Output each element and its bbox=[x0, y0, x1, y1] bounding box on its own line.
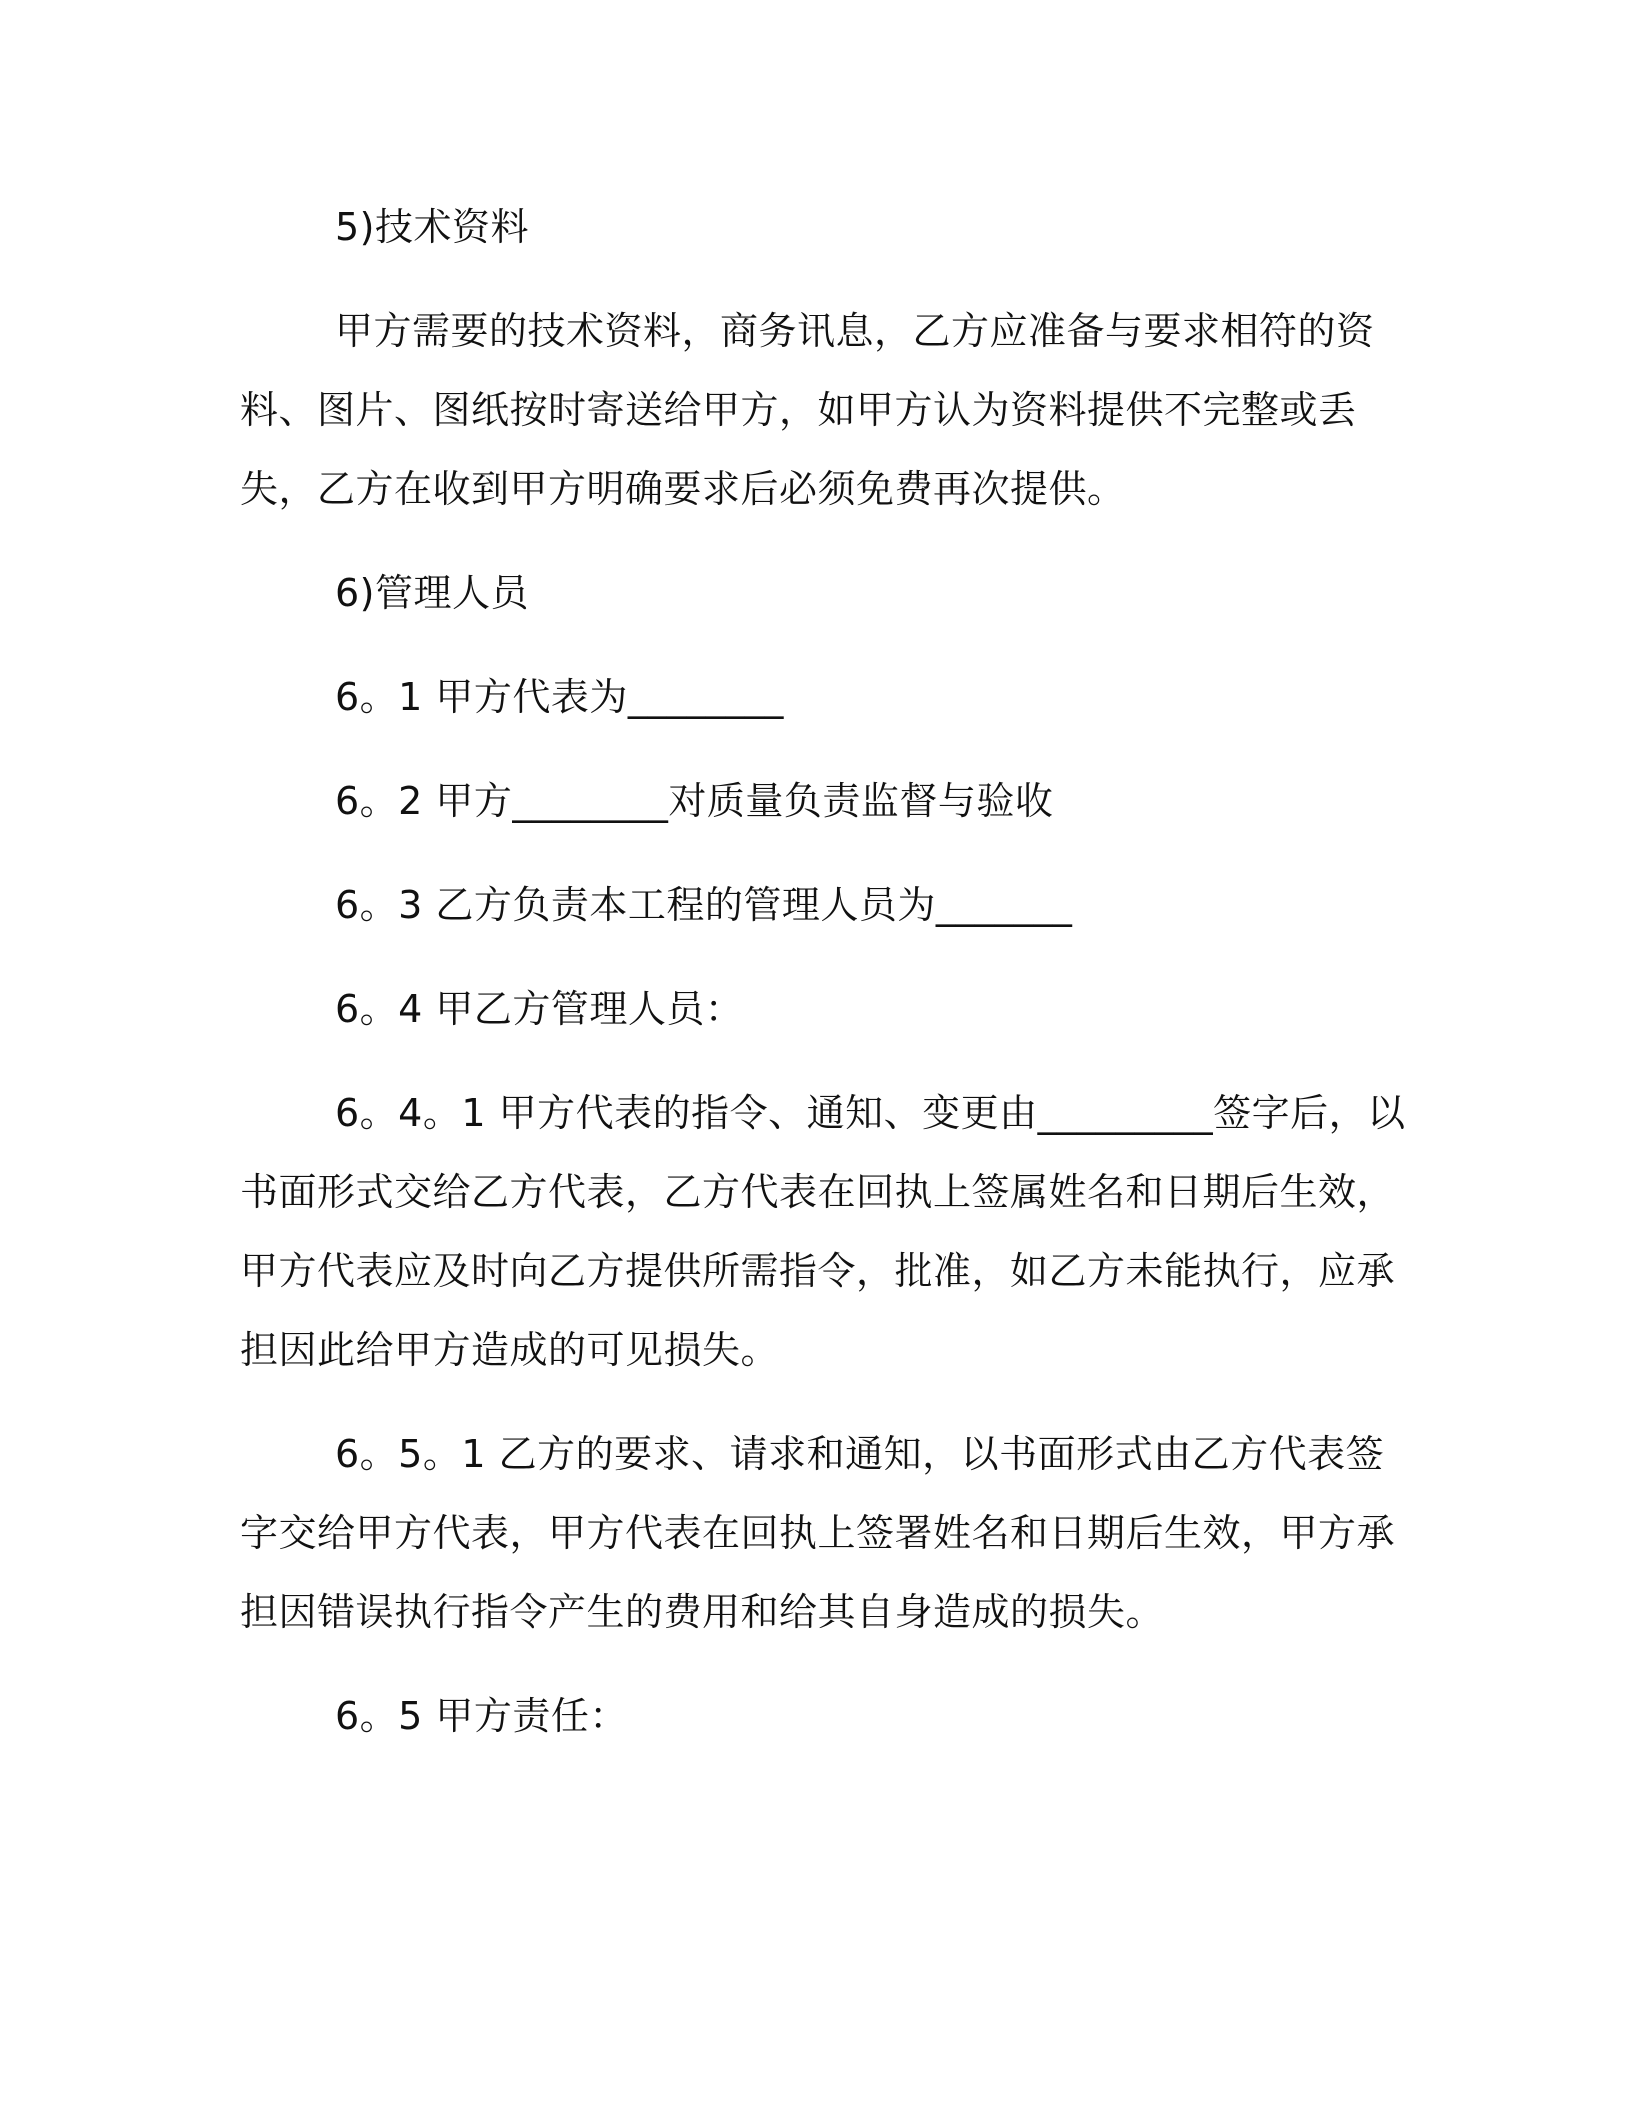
document-body bbox=[240, 188, 1406, 1756]
clause-6-3: 6。3 乙方负责本工程的管理人员为_______ bbox=[335, 883, 1073, 927]
clause-6-4: 6。4 甲乙方管理人员： bbox=[335, 987, 744, 1031]
clause-6-5: 6。5 甲方责任： bbox=[335, 1694, 628, 1738]
paragraph-tech-data: 甲方需要的技术资料，商务讯息，乙方应准备与要求相符的资料、图片、图纸按时寄送给甲方，如甲方认为资料提供不完整或丢失，乙方在收到甲方明确要求后必须免费再次提供。 bbox=[240, 309, 1375, 511]
section-heading-tech-data: 5)技术资料 bbox=[335, 205, 530, 249]
clause-6-1: 6。1 甲方代表为________ bbox=[335, 675, 784, 719]
clause-6-2: 6。2 甲方________对质量负责监督与验收 bbox=[335, 779, 1054, 823]
clause-6-4-1: 6。4。1 甲方代表的指令、通知、变更由_________签字后，以书面形式交给乙方代表，乙方代表在回执上签属姓名和日期后生效，甲方代表应及时向乙方提供所需指令，批准，如乙方未能执行，应承担因此给甲方造成的可见损失。 bbox=[240, 1091, 1406, 1372]
clause-6-5-1: 6。5。1 乙方的要求、请求和通知，以书面形式由乙方代表签字交给甲方代表，甲方代表在回执上签署姓名和日期后生效，甲方承担因错误执行指令产生的费用和给其自身造成的损失。 bbox=[240, 1432, 1396, 1634]
section-heading-management: 6)管理人员 bbox=[335, 571, 530, 615]
